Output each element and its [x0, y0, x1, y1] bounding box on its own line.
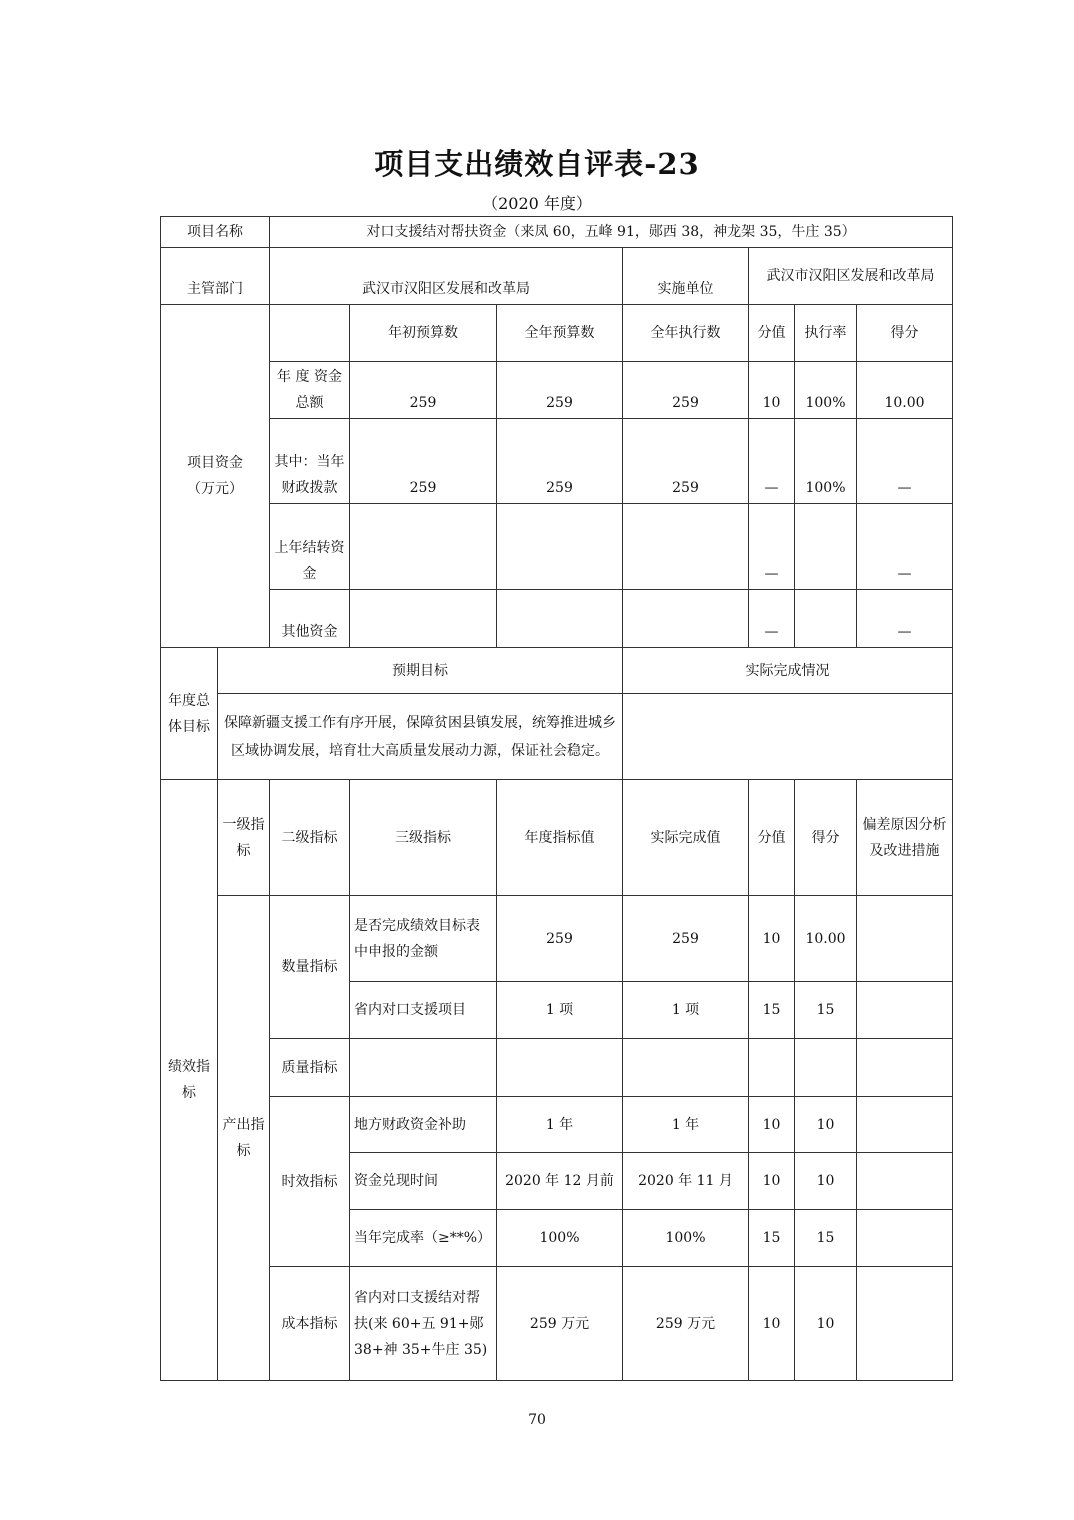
project-name-label: 项目名称: [161, 217, 270, 248]
project-name-row: [161, 217, 953, 248]
funds-score-value: 10: [749, 362, 795, 419]
funds-rate: 100%: [795, 362, 857, 419]
dept-label: 主管部门: [161, 248, 270, 305]
funds-score-value: —: [749, 590, 795, 648]
impl-value: 武汉市汉阳区发展和改革局: [749, 248, 953, 305]
funds-initial: 259: [350, 419, 497, 504]
col-ind-score-value: 分值: [749, 780, 795, 896]
goals-label: 年度总体目标: [161, 648, 218, 780]
funds-row-label: 其中：当年财政拨款: [270, 419, 350, 504]
funds-executed: [623, 590, 749, 648]
ind-score: 10.00: [795, 896, 857, 982]
indicator-row: [161, 1267, 953, 1381]
col-executed: 全年执行数: [623, 305, 749, 362]
funds-annual: [497, 590, 623, 648]
annual-value: 259: [497, 896, 623, 982]
funds-row: [161, 419, 953, 504]
funds-initial: 259: [350, 362, 497, 419]
funds-row-label: 其他资金: [270, 590, 350, 648]
actual-value: 1 年: [623, 1097, 749, 1153]
col-initial-budget: 年初预算数: [350, 305, 497, 362]
funds-annual: [497, 504, 623, 590]
funds-row: [161, 504, 953, 590]
ind-score: 10: [795, 1267, 857, 1381]
level2-label: 时效指标: [270, 1097, 350, 1267]
ind-score: [795, 1039, 857, 1097]
funds-score-value: —: [749, 504, 795, 590]
level3-label: 当年完成率（≥**%）: [350, 1210, 497, 1267]
ind-score-value: 10: [749, 1097, 795, 1153]
actual-value: [623, 1039, 749, 1097]
funds-header-row: [161, 305, 953, 362]
funds-initial: [350, 504, 497, 590]
ind-score-value: 10: [749, 1267, 795, 1381]
ind-score-value: 15: [749, 982, 795, 1039]
ind-score-value: 10: [749, 1153, 795, 1210]
funds-row: [161, 362, 953, 419]
funds-score-value: —: [749, 419, 795, 504]
funds-score: —: [857, 419, 953, 504]
annual-value: 259 万元: [497, 1267, 623, 1381]
annual-value: 1 年: [497, 1097, 623, 1153]
funds-rate: [795, 504, 857, 590]
indicators-section-label: 绩效指标: [161, 780, 218, 1381]
indicator-row: [161, 896, 953, 982]
funds-executed: 259: [623, 362, 749, 419]
level2-label: 成本指标: [270, 1267, 350, 1381]
performance-table: [160, 216, 953, 1381]
impl-label: 实施单位: [623, 248, 749, 305]
indicator-row: [161, 1097, 953, 1153]
deviation: [857, 896, 953, 982]
col-level2: 二级指标: [270, 780, 350, 896]
level3-label: 省内对口支援项目: [350, 982, 497, 1039]
level3-label: 省内对口支援结对帮扶(来 60+五 91+郧 38+神 35+牛庄 35): [350, 1267, 497, 1381]
col-deviation: 偏差原因分析及改进措施: [857, 780, 953, 896]
goals-content-row: [161, 694, 953, 780]
col-annual-value: 年度指标值: [497, 780, 623, 896]
page-number: 70: [528, 1412, 546, 1428]
col-actual-value: 实际完成值: [623, 780, 749, 896]
deviation: [857, 982, 953, 1039]
funds-score: —: [857, 590, 953, 648]
goals-actual-text: [623, 694, 953, 780]
actual-value: 259: [623, 896, 749, 982]
actual-value: 1 项: [623, 982, 749, 1039]
ind-score: 15: [795, 982, 857, 1039]
funds-executed: 259: [623, 419, 749, 504]
col-level3: 三级指标: [350, 780, 497, 896]
col-level1: 一级指标: [218, 780, 270, 896]
level3-label: 地方财政资金补助: [350, 1097, 497, 1153]
ind-score-value: 15: [749, 1210, 795, 1267]
goals-actual-header: 实际完成情况: [623, 648, 953, 694]
funds-row-label: 上年结转资金: [270, 504, 350, 590]
funds-initial: [350, 590, 497, 648]
ind-score: 10: [795, 1097, 857, 1153]
level1-output-label: 产出指标: [218, 896, 270, 1381]
dept-value: 武汉市汉阳区发展和改革局: [270, 248, 623, 305]
funds-annual: 259: [497, 362, 623, 419]
ind-score: 10: [795, 1153, 857, 1210]
annual-value: 100%: [497, 1210, 623, 1267]
funds-section-label: 项目资金 （万元）: [161, 305, 270, 648]
document-subtitle: （2020 年度）: [482, 194, 592, 213]
deviation: [857, 1267, 953, 1381]
level2-label: 数量指标: [270, 896, 350, 1039]
actual-value: 259 万元: [623, 1267, 749, 1381]
document-title: 项目支出绩效自评表-23: [374, 147, 700, 181]
deviation: [857, 1210, 953, 1267]
col-annual-budget: 全年预算数: [497, 305, 623, 362]
goals-expected-header: 预期目标: [218, 648, 623, 694]
annual-value: 2020 年 12 月前: [497, 1153, 623, 1210]
funds-row-label: 年 度 资金总额: [270, 362, 350, 419]
funds-score: —: [857, 504, 953, 590]
actual-value: 100%: [623, 1210, 749, 1267]
goals-header-row: [161, 648, 953, 694]
funds-row: [161, 590, 953, 648]
deviation: [857, 1039, 953, 1097]
col-ind-score: 得分: [795, 780, 857, 896]
goals-expected-text: 保障新疆支援工作有序开展，保障贫困县镇发展，统筹推进城乡区域协调发展，培育壮大高质量发展动力源，保证社会稳定。: [218, 694, 623, 780]
deviation: [857, 1153, 953, 1210]
col-exec-rate: 执行率: [795, 305, 857, 362]
funds-rate: [795, 590, 857, 648]
indicator-row: [161, 1039, 953, 1097]
level3-label: 资金兑现时间: [350, 1153, 497, 1210]
deviation: [857, 1097, 953, 1153]
funds-rate: 100%: [795, 419, 857, 504]
project-name-value: 对口支援结对帮扶资金（来凤 60，五峰 91，郧西 38，神龙架 35，牛庄 35）: [270, 217, 953, 248]
level3-label: 是否完成绩效目标表中申报的金额: [350, 896, 497, 982]
annual-value: [497, 1039, 623, 1097]
ind-score-value: 10: [749, 896, 795, 982]
funds-blank-header: [270, 305, 350, 362]
annual-value: 1 项: [497, 982, 623, 1039]
level3-label: [350, 1039, 497, 1097]
funds-executed: [623, 504, 749, 590]
funds-annual: 259: [497, 419, 623, 504]
indicators-header-row: [161, 780, 953, 896]
col-score-value: 分值: [749, 305, 795, 362]
level2-label: 质量指标: [270, 1039, 350, 1097]
funds-score: 10.00: [857, 362, 953, 419]
ind-score-value: [749, 1039, 795, 1097]
ind-score: 15: [795, 1210, 857, 1267]
actual-value: 2020 年 11 月: [623, 1153, 749, 1210]
col-score: 得分: [857, 305, 953, 362]
department-row: [161, 248, 953, 305]
